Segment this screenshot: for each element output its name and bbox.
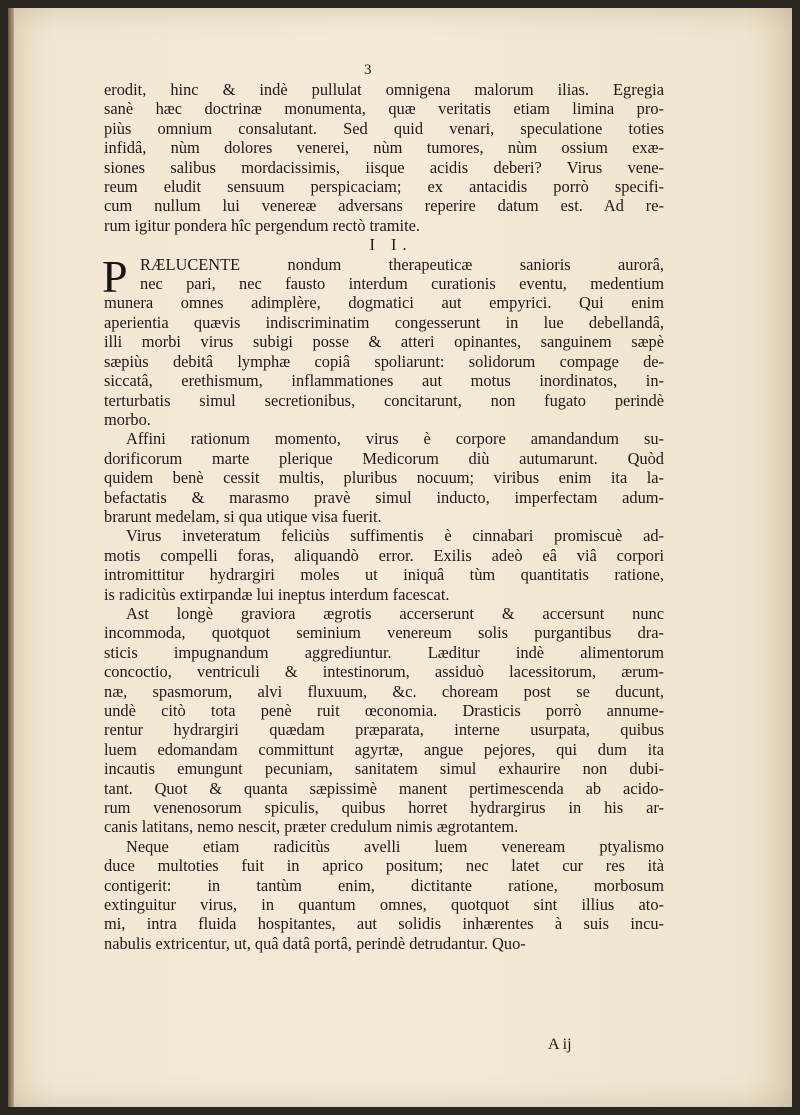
text-line: sæpiùs debitâ lymphæ copiâ spoliarunt: solidorum compage de-	[104, 351, 664, 371]
text-block	[104, 64, 664, 953]
text-line: siones salibus mordacissimis, iisque acidis deberi? Virus vene-	[104, 157, 664, 177]
signature-mark: A ij	[548, 1036, 572, 1053]
text-line: incommoda, quotquot seminium venereum solis purgantibus dra-	[104, 623, 664, 643]
text-line: sticis impugnandum aggrediuntur. Læditur indè alimentorum	[104, 642, 664, 662]
paragraph-opening	[104, 80, 664, 235]
book-spine	[8, 8, 14, 1107]
text-line: rum venenosorum spiculis, quibus horret hydrargirus in his ar-	[104, 798, 664, 818]
drop-cap: P	[102, 250, 128, 302]
text-line: Ast longè graviora ægrotis accerserunt & accersunt nunc	[126, 603, 664, 623]
text-line: tant. Quot & quanta sæpissimè manent pertimescenda ab acido-	[104, 778, 664, 798]
paragraph-purgatives	[104, 604, 664, 837]
book-page	[8, 8, 792, 1107]
text-line: Affini rationum momento, virus è corpore amandandum su-	[126, 429, 664, 449]
text-line: aperientia quævis indiscriminatim congesserunt in lue debellandâ,	[104, 312, 664, 332]
text-line: Neque etiam radicitùs avelli luem veneream ptyalismo	[126, 836, 664, 856]
text-line: quidem benè cessit multis, pluribus nocuum; viribus enim ita la-	[104, 468, 664, 488]
text-line: mi, intra fluida hospitantes, aut solidis inhærentes à suis incu-	[104, 914, 664, 934]
text-line: undè citò tota penè ruit œconomia. Drasticis porrò annume-	[104, 701, 664, 720]
text-line: munera omnes adimplère, dogmatici aut empyrici. Qui enim	[104, 293, 664, 313]
text-line: canis latitans, nemo nescit, præter credulum nimis ægrotantem.	[104, 817, 519, 837]
text-line: motis compelli foras, aliquandò error. Exilis adeò eâ viâ corpori	[104, 545, 664, 565]
text-line: reum eludit sensuum perspicaciam; ex antacidis porrò specifi-	[104, 177, 664, 197]
section-lines	[102, 250, 664, 430]
section-number: I I.	[369, 235, 413, 255]
text-line: contigerit: in tantùm enim, dictitante ratione, morbosum	[104, 875, 664, 895]
text-line: RÆLUCENTE nondum therapeuticæ sanioris aurorâ,	[140, 254, 664, 274]
text-line: intromittitur hydrargiri moles ut iniquâ tùm quantitatis ratione,	[104, 565, 664, 585]
paragraph-ptyalism	[104, 837, 664, 953]
text-line: næ, spasmorum, alvi fluxuum, &c. choream post se ducunt,	[104, 681, 664, 701]
text-line: infidâ, nùm dolores venerei, nùm tumores, nùm ossium exæ-	[104, 138, 664, 158]
text-line: piùs omnium consalutant. Sed quid venari, speculatione toties	[104, 118, 664, 138]
text-line: duce multoties fuit in aprico positum; nec latet cur res ità	[104, 856, 664, 876]
text-line: brarunt medelam, si qua utique visa fuerit.	[104, 506, 382, 526]
text-line: sanè hæc doctrinæ monumenta, quæ veritatis etiam limina pro-	[104, 99, 664, 119]
text-line: terturbatis simul secretionibus, concitarunt, non fugato perindè	[104, 390, 664, 410]
paragraph-sudorifics	[104, 429, 664, 526]
text-line: befactatis & marasmo pravè simul inducto, imperfectam adum-	[104, 487, 664, 507]
page-number: 3	[364, 62, 372, 78]
text-line: rentur hydrargiri quædam præparata, interne usurpata, quibus	[104, 720, 664, 740]
text-line: extinguitur virus, in quantum omnes, quotquot sint illius ato-	[104, 895, 664, 915]
text-line: dorificorum marte plerique Medicorum diù autumarunt. Quòd	[104, 448, 664, 468]
text-line: is radicitùs extirpandæ lui ineptus interdum facescat.	[104, 584, 450, 604]
text-line: illi morbi virus subigi posse & atteri opinantes, sanguinem sæpè	[104, 332, 664, 352]
text-line: morbo.	[104, 409, 151, 429]
text-line: incautis emungunt pecuniam, sanitatem simul exhaurire non dubi-	[104, 759, 664, 779]
section-paragraph	[102, 250, 664, 430]
text-line: cum nullum lui venereæ adversans reperire datum est. Ad re-	[104, 196, 664, 216]
text-line: concoctio, ventriculi & intestinorum, assiduò lacessitorum, ærum-	[104, 662, 664, 682]
text-line: luem edomandam committunt agyrtæ, angue pejores, qui dum ita	[104, 739, 664, 759]
text-line: siccatâ, erethismum, inflammationes aut motus inordinatos, in-	[104, 371, 664, 391]
paragraph-cinnabar	[104, 526, 664, 604]
text-line: erodit, hinc & indè pullulat omnigena malorum ilias. Egregia	[104, 80, 664, 99]
text-line: rum igitur pondera hîc pergendum rectò tramite.	[104, 215, 421, 235]
text-line: nabulis extricentur, ut, quâ datâ portâ, perindè detrudantur. Quo-	[104, 933, 526, 953]
text-line: Virus inveteratum feliciùs suffimentis è cinnabari promiscuè ad-	[126, 526, 664, 546]
text-line: nec pari, nec fausto interdum curationis eventu, medentium	[140, 274, 664, 294]
